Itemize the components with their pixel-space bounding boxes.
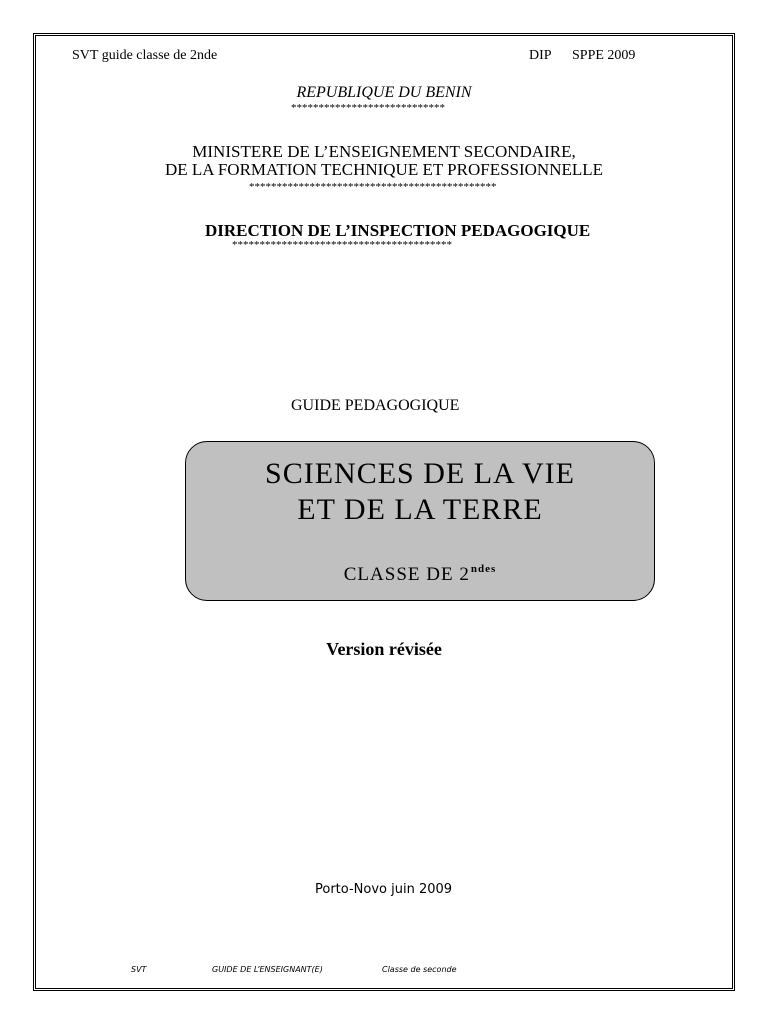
direction-name: DIRECTION DE L’INSPECTION PEDAGOGIQUE	[205, 221, 591, 240]
header-sppe-text: SPPE 2009	[572, 48, 636, 63]
title-box	[185, 441, 655, 601]
footer-guide: GUIDE DE L’ENSEIGNANT(E)	[212, 965, 323, 974]
title-line-1: SCIENCES DE LA VIE	[265, 457, 575, 490]
guide-label: GUIDE PEDAGOGIQUE	[291, 397, 460, 414]
ministry-line-1: MINISTERE DE L’ENSEIGNEMENT SECONDAIRE,	[192, 142, 576, 161]
republic-separator: ****************************	[291, 102, 445, 114]
version-label: Version révisée	[326, 639, 442, 659]
classe-text: CLASSE DE 2	[343, 564, 470, 585]
header-dip-text: DIP	[529, 48, 552, 63]
title-line-2: ET DE LA TERRE	[297, 493, 543, 526]
footer-classe: Classe de seconde	[382, 965, 457, 974]
classe-label	[186, 564, 654, 584]
ministry-separator: *********************************************	[249, 181, 497, 193]
ministry-line-2: DE LA FORMATION TECHNIQUE ET PROFESSIONNELLE	[164, 160, 604, 179]
footer-subject: SVT	[131, 965, 147, 974]
place-date: Porto-Novo juin 2009	[315, 882, 453, 897]
classe-superscript: ndes	[470, 563, 497, 575]
header-left-text: SVT guide classe de 2nde	[72, 48, 218, 63]
direction-separator: ****************************************	[232, 239, 452, 251]
republic-name: REPUBLIQUE DU BENIN	[296, 84, 472, 101]
